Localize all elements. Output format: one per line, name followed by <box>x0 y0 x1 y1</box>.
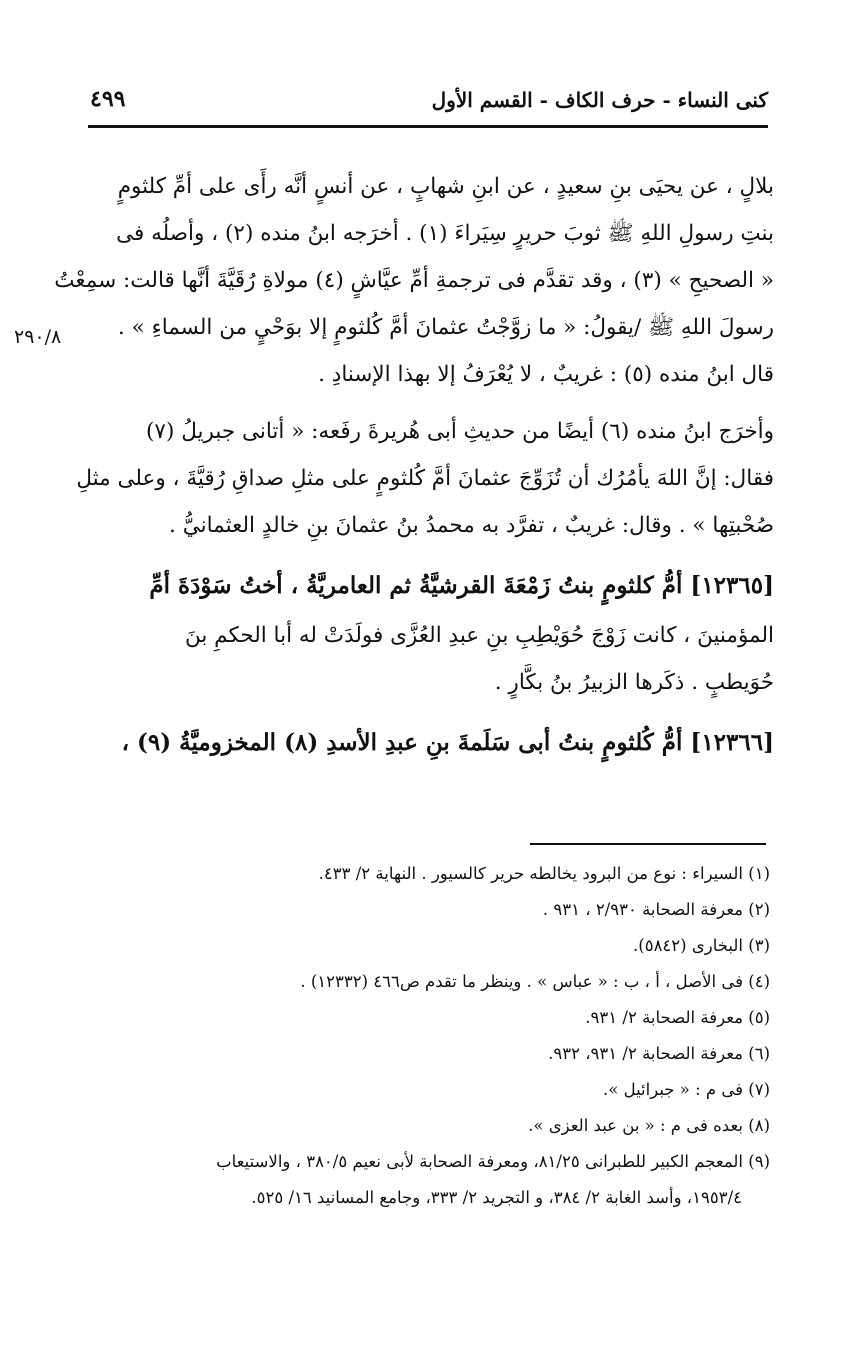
footnote: (٣) البخارى (٥٨٤٢). <box>633 936 770 955</box>
text-line: وأخرَج ابنُ منده (٦) أيضًا من حديثِ أبى هُريرةَ رفَعه: « أتانى جبريلُ (٧) <box>146 419 774 444</box>
text-line: فقال: إنَّ اللهَ يأمُرُك أن تُزَوِّجَ عثمانَ أمَّ كُلثومٍ على مثلِ صداقِ رُقيَّةَ ، وعلى مثلِ <box>76 466 774 491</box>
text-line: بنتِ رسولِ اللهِ ﷺ ثوبَ حريرٍ سِيَراءَ (١) . أخرَجه ابنُ منده (٢) ، وأصلُه فى <box>116 221 774 246</box>
footnote: (٢) معرفة الصحابة ٢/٩٣٠ ، ٩٣١ . <box>542 900 770 919</box>
text-line: المؤمنينَ ، كانت زَوْجَ حُوَيْطِبِ بنِ عبدِ العُزَّى فولَدَتْ له أبا الحكمِ بنَ <box>184 623 774 648</box>
main-text <box>54 163 774 769</box>
margin-reference: ٢٩٠/٨ <box>14 326 62 348</box>
footnote: (٤) فى الأصل ، أ ، ب : « عباس » . وينظر ما تقدم ص٤٦٦ (١٢٣٣٢) . <box>300 972 770 991</box>
footnote: (٧) فى م : « جبرائيل ». <box>602 1080 770 1099</box>
text-line: حُوَيطبٍ . ذكَرها الزبيرُ بنُ بكَّارٍ . <box>494 670 774 695</box>
text-line: « الصحيحِ » (٣) ، وقد تقدَّم فى ترجمةِ أمِّ عيَّاشٍ (٤) مولاةِ رُقَيَّةَ أنَّها قالت: سمِعْتُ <box>54 268 774 293</box>
footnote-rule <box>530 843 766 845</box>
footnote: (١) السيراء : نوع من البرود يخالطه حرير كالسيور . النهاية ٢/ ٤٣٣. <box>318 864 770 883</box>
text-line: رسولَ اللهِ ﷺ /يقولُ: « ما زوَّجْتُ عثمانَ أمَّ كُلثومٍ إلا بوَحْيٍ من السماءِ » . <box>117 315 774 340</box>
header-rule <box>88 125 768 128</box>
running-title: كنى النساء - حرف الكاف - القسم الأول <box>431 88 768 112</box>
text-line: بلالٍ ، عن يحيَى بنِ سعيدٍ ، عن ابنِ شهابٍ ، عن أنسٍ أنَّه رأَى على أمِّ كلثومٍ <box>117 174 774 199</box>
footnotes <box>80 856 770 1216</box>
entry-heading-12365: [١٢٣٦٥] أمُّ كلثومٍ بنتُ زَمْعَةَ القرشيَّةُ ثم العامريَّةُ ، أختُ سَوْدَةَ أمِّ <box>149 572 774 599</box>
footnote: (٨) بعده فى م : « بن عبد العزى ». <box>528 1116 770 1135</box>
page-header <box>88 82 768 118</box>
page-number: ٤٩٩ <box>90 86 126 112</box>
footnote: (٥) معرفة الصحابة ٢/ ٩٣١. <box>585 1008 770 1027</box>
text-line: قال ابنُ منده (٥) : غريبٌ ، لا يُعْرَفُ إلا بهذا الإسنادِ . <box>318 362 774 387</box>
entry-heading-12366: [١٢٣٦٦] أمُّ كُلثومٍ بنتُ أبى سَلَمةَ بنِ عبدِ الأسدِ (٨) المخزوميَّةُ (٩) ، <box>121 729 774 756</box>
footnote-continuation: ١٩٥٣/٤، وأسد الغابة ٢/ ٣٨٤، و التجريد ٢/ ٣٣٣، وجامع المسانيد ١٦/ ٥٢٥. <box>251 1188 742 1207</box>
footnote: (٩) المعجم الكبير للطبرانى ٨١/٢٥، ومعرفة الصحابة لأبى نعيم ٣٨٠/٥ ، والاستيعاب <box>216 1152 770 1171</box>
footnote: (٦) معرفة الصحابة ٢/ ٩٣١، ٩٣٢. <box>548 1044 770 1063</box>
text-line: صُحْبتِها » . وقال: غريبٌ ، تفرَّد به محمدُ بنُ عثمانَ بنِ خالدٍ العثمانيُّ . <box>169 513 774 538</box>
